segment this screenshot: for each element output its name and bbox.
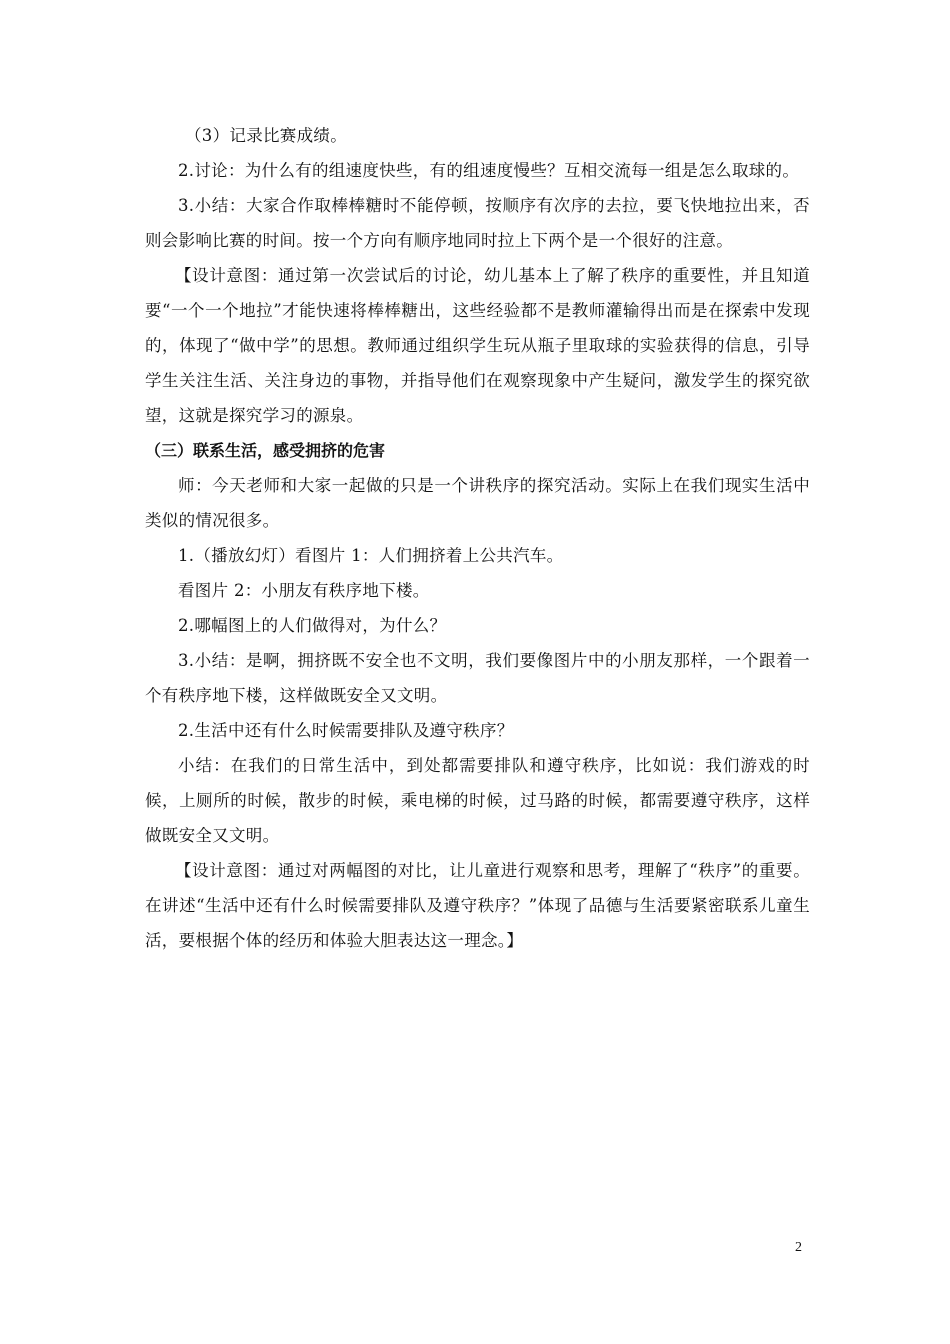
paragraph-summary-3: 小结：在我们的日常生活中，到处都需要排队和遵守秩序，比如说：我们游戏的时候，上厕所的时候，散步的时候，乘电梯的时候，过马路的时候，都需要遵守秩序，这样做既安全又文明。: [145, 756, 810, 845]
paragraph-discussion: 2.讨论：为什么有的组速度快些，有的组速度慢些？互相交流每一组是怎么取球的。: [178, 161, 800, 180]
paragraph-queue-question: 2.生活中还有什么时候需要排队及遵守秩序？: [178, 721, 514, 740]
paragraph-question: 2.哪幅图上的人们做得对，为什么？: [178, 616, 447, 635]
paragraph-record-results: （3）记录比赛成绩。: [185, 126, 347, 145]
paragraph-picture-1: 1.（播放幻灯）看图片 1：人们拥挤着上公共汽车。: [178, 546, 564, 565]
paragraph-design-intent-1: 【设计意图：通过第一次尝试后的讨论，幼儿基本上了解了秩序的重要性，并且知道要“一个一个地拉”才能快速将棒棒糖出，这些经验都不是教师灌输得出而是在探索中发现的，体现了“做中学”的思想。教师通过组织学生玩从瓶子里取球的实验获得的信息，引导学生关注生活、关注身边的事物，并指导他们在观察现象中产生疑问，激发学生的探究欲望，这就是探究学习的源泉。: [145, 266, 810, 425]
paragraph-summary-1: 3.小结：大家合作取棒棒糖时不能停顿，按顺序有次序的去拉，要飞快地拉出来，否则会影响比赛的时间。按一个方向有顺序地同时拉上下两个是一个很好的注意。: [145, 196, 810, 250]
paragraph-summary-2: 3.小结：是啊，拥挤既不安全也不文明，我们要像图片中的小朋友那样，一个跟着一个有秩序地下楼，这样做既安全又文明。: [145, 651, 810, 705]
paragraph-design-intent-2: 【设计意图：通过对两幅图的对比，让儿童进行观察和思考，理解了“秩序”的重要。在讲述“生活中还有什么时候需要排队及遵守秩序？”体现了品德与生活要紧密联系儿童生活，要根据个体的经历和体验大胆表达这一理念。】: [145, 861, 810, 950]
page-number: 2: [795, 1240, 802, 1255]
paragraph-teacher: 师：今天老师和大家一起做的只是一个讲秩序的探究活动。实际上在我们现实生活中类似的情况很多。: [145, 476, 810, 530]
paragraph-picture-2: 看图片 2：小朋友有秩序地下楼。: [178, 581, 430, 600]
document-body: [145, 118, 810, 958]
section-heading-3: （三）联系生活，感受拥挤的危害: [145, 441, 386, 460]
